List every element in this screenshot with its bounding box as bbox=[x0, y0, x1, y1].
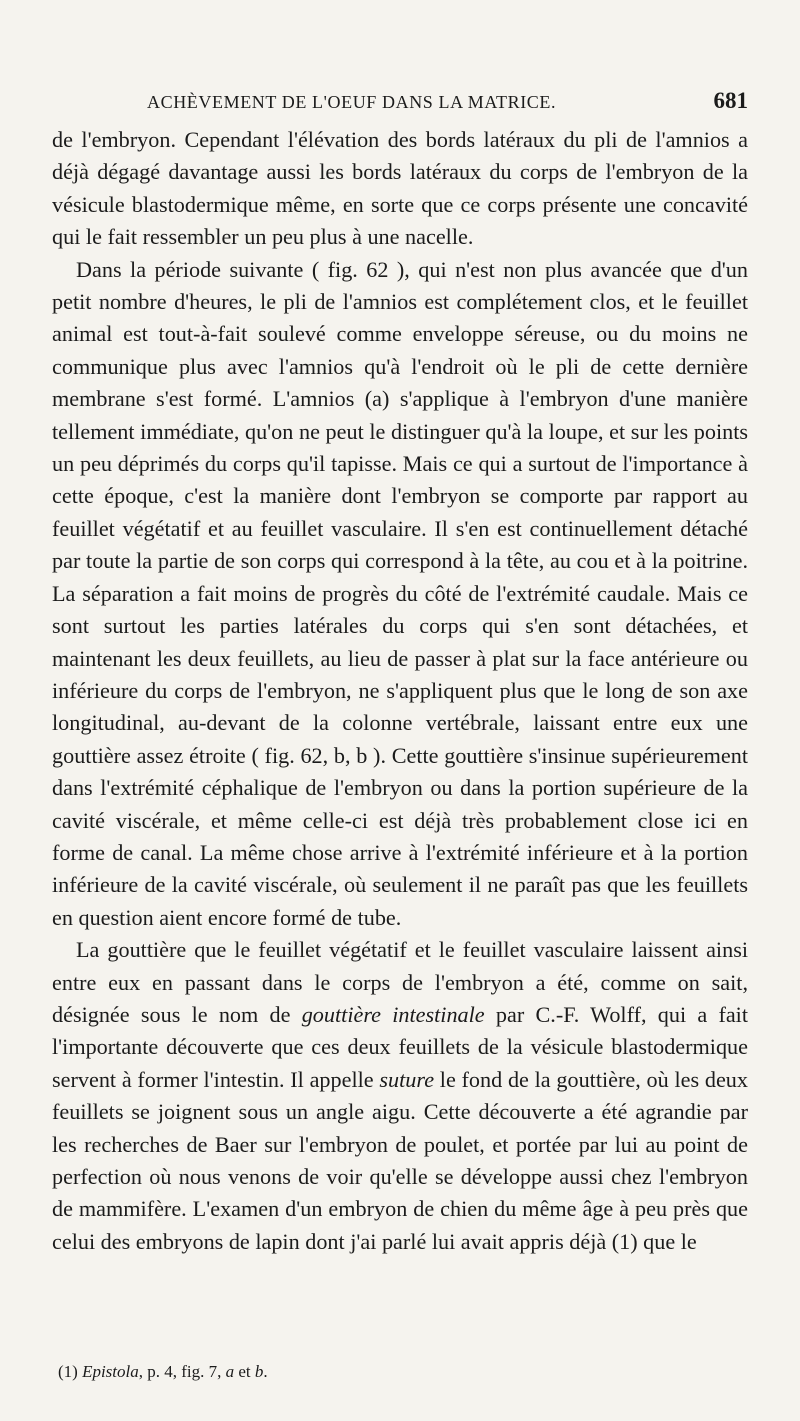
footnote-work-title: Epistola bbox=[82, 1362, 139, 1381]
footnote-marker: (1) bbox=[58, 1362, 83, 1381]
footnote-et: et bbox=[234, 1362, 255, 1381]
paragraph-3-text-e: le fond de la gouttière, où les deux feuillets se joignent sous un angle aigu. Cette découverte a été agrandie par les recherches de Baer sur l'embryon de poulet, et portée par lui au point de perfection où nous venons de voir qu'elle se développe aussi chez l'embryon de mammifère. L'examen d'un embryon de chien du même âge à peu près que celui des embryons de lapin dont j'ai parlé lui avait appris déjà (1) que le bbox=[52, 1066, 748, 1254]
footnote-rest: , p. 4, fig. 7, bbox=[138, 1362, 226, 1381]
footnote-fig-b: b bbox=[254, 1362, 264, 1381]
running-head bbox=[52, 88, 748, 118]
footnote-fig-a: a bbox=[225, 1362, 235, 1381]
term-suture: suture bbox=[379, 1066, 435, 1092]
term-gouttiere-intestinale: gouttière intestinale bbox=[301, 1001, 485, 1027]
paragraph-1: de l'embryon. Cependant l'élévation des bords latéraux du pli de l'amnios a déjà dégagé davantage aussi les bords latéraux du corps de l'embryon de la vésicule blastodermique même, en sorte que ce corps présente une concavité qui le fait ressembler un peu plus à une nacelle. bbox=[52, 127, 748, 250]
paragraph-3-text-a: La gouttière que le feuillet végétatif et le feuillet vasculaire laissent ainsi entre eux en passant dans le corps de l'embryon a été, comme on sait, désignée sous le nom de bbox=[52, 937, 748, 1027]
footnote-end: . bbox=[263, 1362, 268, 1381]
body-text bbox=[52, 124, 748, 1258]
paragraph-3 bbox=[52, 934, 748, 1258]
footnote bbox=[58, 1362, 268, 1382]
running-title: ACHÈVEMENT DE L'OEUF DANS LA MATRICE. bbox=[147, 92, 557, 112]
paragraph-3-text-c: par C.-F. Wolff, qui a fait l'importante découverte que ces deux feuillets de la vésicule blastodermique servent à former l'intestin. Il appelle bbox=[52, 1001, 749, 1092]
page-number: 681 bbox=[713, 88, 748, 113]
paragraph-2: Dans la période suivante ( fig. 62 ), qui n'est non plus avancée que d'un petit nombre d'heures, le pli de l'amnios est complétement clos, et le feuillet animal est tout-à-fait soulevé comme enveloppe séreuse, ou du moins ne communique plus avec l'amnios qu'à l'endroit où le pli de cette dernière membrane s'est formé. L'amnios (a) s'applique à l'embryon d'une manière tellement immédiate, qu'on ne peut le distinguer qu'à la loupe, et sur les points un peu déprimés du corps qu'il tapisse. Mais ce qui a surtout de l'importance à cette époque, c'est la manière dont l'embryon se comporte par rapport au feuillet végétatif et au feuillet vasculaire. Il s'en est continuellement détaché par toute la partie de son corps qui correspond à la tête, au cou et à la poitrine. La séparation a fait moins de progrès du côté de l'extrémité caudale. Mais ce sont surtout les parties latérales du corps qui s'en sont détachées, et maintenant les deux feuillets, au lieu de passer à plat sur la face antérieure ou inférieure du corps de l'embryon, ne s'appliquent plus que le long de son axe longitudinal, au-devant de la colonne vertébrale, laissant entre eux une gouttière assez étroite ( fig. 62, b, b ). Cette gouttière s'insinue supérieurement dans l'extrémité céphalique de l'embryon ou dans la portion supérieure de la cavité viscérale, et même celle-ci est déjà très probablement close ici en forme de canal. La même chose arrive à l'extrémité inférieure et à la portion inférieure de la cavité viscérale, où seulement il ne paraît pas que les feuillets en question aient encore formé de tube. bbox=[52, 256, 748, 930]
